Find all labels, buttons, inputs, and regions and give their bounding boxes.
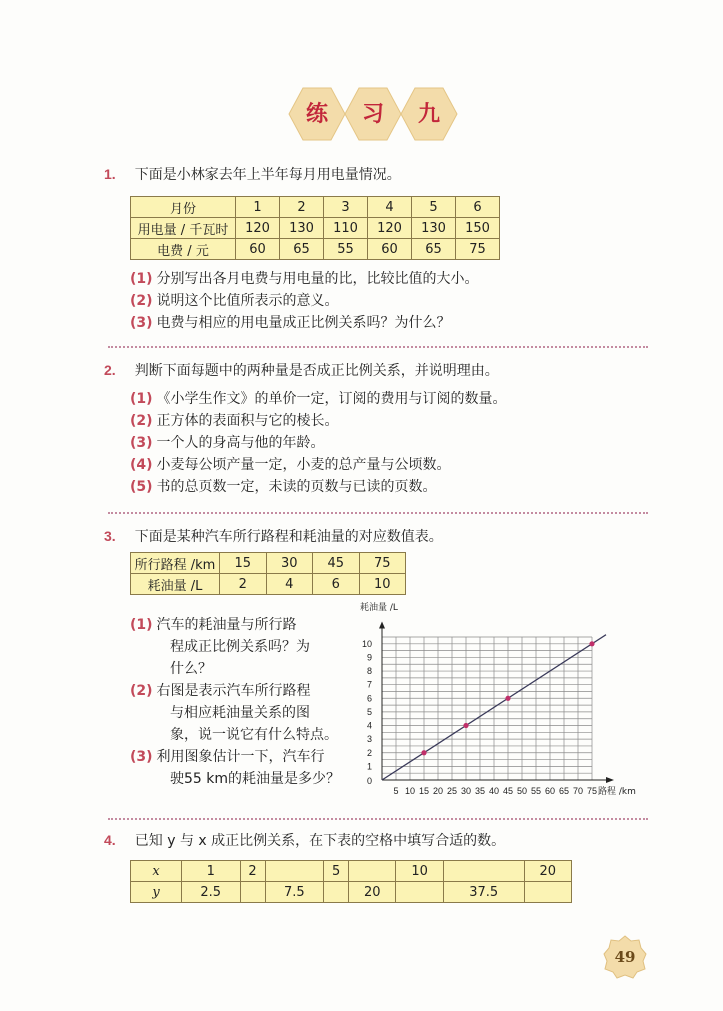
table-cell [324, 882, 349, 903]
table-cell: 60 [368, 239, 412, 260]
table-cell: 65 [412, 239, 456, 260]
x-tick-label: 20 [432, 786, 444, 796]
x-tick-label: 50 [516, 786, 528, 796]
table-cell [443, 861, 524, 882]
q2-subquestions [130, 388, 507, 498]
list-item: (1) 《小学生作文》的单价一定，订阅的费用与订阅的数量。 [130, 391, 507, 407]
table-cell: 2 [240, 861, 265, 882]
table-row [131, 861, 572, 882]
table-cell: 20 [349, 882, 396, 903]
x-tick-label: 30 [460, 786, 472, 796]
table-cell: 2 [280, 197, 324, 218]
q1-text: 下面是小林家去年上半年每月用电量情况。 [134, 167, 401, 183]
page-number-badge [603, 935, 647, 979]
q3-heading [104, 526, 443, 546]
table-cell: 6 [456, 197, 500, 218]
y-axis-arrow [379, 621, 385, 628]
x-tick-label: 45 [502, 786, 514, 796]
y-tick-label: 3 [366, 734, 372, 745]
x-axis-label: 路程 /km [598, 787, 636, 797]
list-item: (5) 书的总页数一定，未读的页数与已读的页数。 [130, 479, 437, 495]
table-row [131, 239, 500, 260]
x-tick-label: 15 [418, 786, 430, 796]
table-cell: 6 [313, 574, 360, 595]
table-cell: 4 [266, 574, 313, 595]
title-hex-2: 习 [344, 86, 402, 142]
table-cell: 10 [396, 861, 443, 882]
y-tick-label: 5 [366, 706, 372, 717]
q4-table [130, 860, 572, 903]
table-cell: y [131, 882, 182, 903]
q3-number: 3. [104, 528, 116, 544]
table-row [131, 197, 500, 218]
list-item: (2) 说明这个比值所表示的意义。 [130, 293, 339, 309]
table-cell: 月份 [131, 197, 236, 218]
list-item: (2) 右图是表示汽车所行路程 [130, 683, 311, 699]
q3-table [130, 552, 406, 595]
q1-subquestions [130, 268, 479, 334]
table-cell [240, 882, 265, 903]
list-item: (3) 利用图象估计一下，汽车行 [130, 749, 325, 765]
table-cell [524, 882, 571, 903]
list-item-line: 程成正比例关系吗？为 [170, 639, 310, 655]
x-tick-label: 70 [572, 786, 584, 796]
list-item: (3) 一个人的身高与他的年龄。 [130, 435, 325, 451]
y-tick-label: 8 [366, 666, 372, 677]
y-tick-label: 10 [361, 638, 372, 649]
list-item-line: 什么？ [170, 661, 212, 677]
table-cell: 30 [266, 553, 313, 574]
table-cell [349, 861, 396, 882]
table-cell: 3 [324, 197, 368, 218]
y-tick-label: 2 [366, 747, 372, 758]
list-item: (3) 电费与相应的用电量成正比例关系吗？为什么？ [130, 315, 451, 331]
table-cell: 130 [280, 218, 324, 239]
divider [108, 346, 648, 348]
q2-heading [104, 360, 499, 380]
x-tick-label: 40 [488, 786, 500, 796]
q3-text: 下面是某种汽车所行路程和耗油量的对应数值表。 [134, 529, 443, 545]
table-cell: 60 [236, 239, 280, 260]
table-cell: 120 [368, 218, 412, 239]
table-row [131, 218, 500, 239]
title-hex-3: 九 [400, 86, 458, 142]
table-row [131, 882, 572, 903]
list-item-line: 与相应耗油量关系的图 [170, 705, 310, 721]
table-cell: 1 [182, 861, 241, 882]
q4-heading [104, 830, 505, 850]
x-tick-label: 35 [474, 786, 486, 796]
title-hex-1: 练 [288, 86, 346, 142]
table-cell: 130 [412, 218, 456, 239]
y-tick-label: 6 [366, 693, 372, 704]
table-cell: 4 [368, 197, 412, 218]
table-cell: 用电量 / 千瓦时 [131, 218, 236, 239]
x-tick-label: 75 [586, 786, 598, 796]
fuel-distance-chart [350, 598, 650, 804]
table-cell: 5 [412, 197, 456, 218]
y-axis-label: 耗油量 /L [360, 603, 398, 613]
q4-text: 已知 y 与 x 成正比例关系，在下表的空格中填写合适的数。 [134, 833, 506, 849]
table-cell: 1 [236, 197, 280, 218]
table-cell: 10 [359, 574, 406, 595]
table-cell: 5 [324, 861, 349, 882]
page-number: 49 [614, 948, 636, 966]
y-tick-label: 9 [366, 652, 372, 663]
q1-table [130, 196, 500, 260]
list-item: (2) 正方体的表面积与它的棱长。 [130, 413, 339, 429]
q2-text: 判断下面每题中的两种量是否成正比例关系，并说明理由。 [134, 363, 499, 379]
x-tick-label: 10 [404, 786, 416, 796]
y-tick-label: 1 [366, 761, 372, 772]
table-cell: 15 [220, 553, 267, 574]
q1-heading [104, 164, 401, 184]
q2-number: 2. [104, 362, 116, 378]
list-item: (1) 汽车的耗油量与所行路 [130, 617, 297, 633]
table-cell: 75 [359, 553, 406, 574]
q4-number: 4. [104, 832, 116, 848]
data-point [589, 641, 594, 646]
table-cell: 所行路程 /km [131, 553, 220, 574]
data-point [463, 723, 468, 728]
table-cell [265, 861, 324, 882]
list-item: (1) 分别写出各月电费与用电量的比，比较比值的大小。 [130, 271, 479, 287]
table-cell: 耗油量 /L [131, 574, 220, 595]
exercise-title [288, 86, 458, 142]
table-cell: 7.5 [265, 882, 324, 903]
table-cell: 2 [220, 574, 267, 595]
divider [108, 818, 648, 820]
x-tick-label: 65 [558, 786, 570, 796]
table-cell [396, 882, 443, 903]
table-cell: 110 [324, 218, 368, 239]
origin-label: 0 [366, 776, 372, 786]
list-item-line: 象，说一说它有什么特点。 [170, 727, 338, 743]
table-cell: x [131, 861, 182, 882]
list-item-line: 驶55 km的耗油量是多少？ [170, 771, 341, 787]
table-cell: 75 [456, 239, 500, 260]
table-cell: 20 [524, 861, 571, 882]
x-axis-arrow [606, 777, 614, 783]
table-cell: 120 [236, 218, 280, 239]
x-tick-label: 25 [446, 786, 458, 796]
q3-subquestions [130, 614, 360, 790]
list-item: (4) 小麦每公顷产量一定，小麦的总产量与公顷数。 [130, 457, 451, 473]
x-tick-label: 55 [530, 786, 542, 796]
table-row [131, 574, 406, 595]
table-cell: 45 [313, 553, 360, 574]
table-cell: 65 [280, 239, 324, 260]
table-row [131, 553, 406, 574]
table-cell: 55 [324, 239, 368, 260]
y-tick-label: 7 [366, 679, 372, 690]
table-cell: 2.5 [182, 882, 241, 903]
data-point [421, 750, 426, 755]
x-tick-label: 60 [544, 786, 556, 796]
x-tick-label: 5 [393, 786, 399, 796]
table-cell: 150 [456, 218, 500, 239]
y-tick-label: 4 [366, 720, 372, 731]
table-cell: 电费 / 元 [131, 239, 236, 260]
q1-number: 1. [104, 166, 116, 182]
data-point [505, 696, 510, 701]
table-cell: 37.5 [443, 882, 524, 903]
divider [108, 512, 648, 514]
